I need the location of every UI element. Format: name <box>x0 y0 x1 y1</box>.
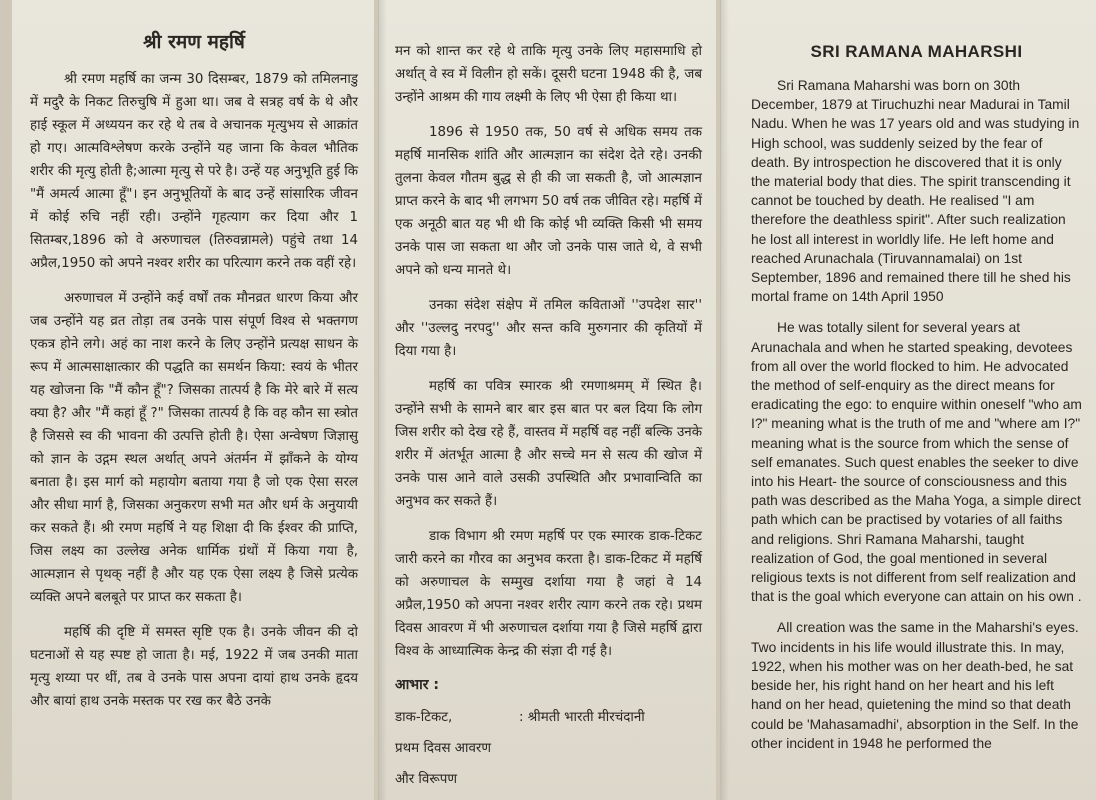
hindi-panel-left <box>12 0 374 800</box>
english-title: SRI RAMANA MAHARSHI <box>810 42 1023 61</box>
acknowledgement-label: प्रथम दिवस आवरण <box>395 741 492 756</box>
hindi-mid-paragraph-3: उनका संदेश संक्षेप में तमिल कविताओं ''उपदेश सार'' और ''उल्लदु नरपदु'' और सन्त कवि मुरुगनार की कृतियों में दिया गया है। <box>395 298 702 359</box>
fold-shadow <box>379 0 387 800</box>
hindi-mid-paragraph-1: मन को शान्त कर रहे थे ताकि मृत्यु उनके लिए महासमाधि हो अर्थात् वे स्व में विलीन हो सकें। दूसरी घटना 1948 की है, जब उन्होंने आश्रम की गाय लक्ष्मी के लिए भी ऐसा ही किया था। <box>395 44 702 105</box>
acknowledgement-label: और विरूपण <box>395 772 458 787</box>
acknowledgement-value: : श्रीमती भारती मीरचंदानी <box>519 710 645 725</box>
english-paragraph-3: All creation was the same in the Maharshi's eyes. Two incidents in his life would illustrate this. In may, 1922, when his mother was on her death-bed, he sat beside her, his right hand on her heart and his left hand on her head, quietening the mind so that death could be 'Mahasamadhi', absorption in the Self. In the other incident in 1948 he performed the <box>751 620 1079 751</box>
english-paragraph-1: Sri Ramana Maharshi was born on 30th December, 1879 at Tiruchuzhi near Madurai in Tamil Nadu. When he was 17 years old and was studying in High school, was suddenly seized by the fear of death. By introspection he discovered that it is only the material body that dies. The spirit transcending it cannot be touched by death. He realised "I am therefore the deathless spirit". After such realization he lost all interest in worldly life. He left home and reached Arunachala (Tiruvannamalai) on 1st September, 1896 and remained there till he shed his mortal frame on 14th April 1950 <box>751 78 1080 305</box>
english-panel <box>720 0 1096 800</box>
hindi-paragraph-1: श्री रमण महर्षि का जन्म 30 दिसम्बर, 1879 को तमिलनाडु में मदुरै के निकट तिरुचुषि में हुआ था। जब वे सत्रह वर्ष के थे और हाई स्कूल में अध्ययन कर रहे थे तब वे अचानक मृत्युभय से आक्रांत हो गए। आत्मविश्लेषण करके उन्होंने यह जाना कि केवल भौतिक शरीर की मृत्यु होती है;आत्मा मृत्यु से परे है। उन्हें यह अनुभूति हुई कि "मैं अमर्त्य आत्मा हूँ"। इन अनुभूतियों के बाद उन्हें सांसारिक जीवन में कोई रुचि नहीं रही। उन्होंने गृहत्याग कर दिया और 1 सितम्बर,1896 को वे अरुणाचल (तिरुवन्नामले) पहुंचे तथा 14 अप्रैल,1950 को अपने नश्वर शरीर का परित्याग करने तक वहीं रहे। <box>30 72 358 271</box>
hindi-paragraph-3: महर्षि की दृष्टि में समस्त सृष्टि एक है। उनके जीवन की दो घटनाओं से यह स्पष्ट हो जाता है। मई, 1922 में जब उनकी माता मृत्यु शय्या पर थीं, तब वे उनके पास अपना दायां हाथ उनके हृदय और बायां हाथ उनके मस्तक पर रख कर बैठे उनके <box>30 625 358 709</box>
hindi-panel-middle <box>378 0 716 800</box>
acknowledgement-row <box>395 764 702 795</box>
fold-shadow <box>721 0 729 800</box>
hindi-title: श्री रमण महर्षि <box>143 31 245 53</box>
acknowledgement-row <box>395 733 702 764</box>
english-paragraph-2: He was totally silent for several years at Arunachala and when he started speaking, devotees from all over the world flocked to him. He advocated the method of self-enquiry as the direct means for eradicating the ego: to enquire within oneself "who am I?" meaning what is the truth of me and "where am I?" meaning what is the source from which the sense of self emanates. Such quest enables the seeker to dive into his Heart- the source of consciousness and this path was described as the Maha Yoga, a simple direct path which can be practised by votaries of all faiths and religions. Shri Ramana Maharshi, taught realization of God, the goal mentioned in several religious texts is not different from self realization and that is the goal which everyone can attain on his own . <box>751 320 1082 605</box>
hindi-mid-paragraph-2: 1896 से 1950 तक, 50 वर्ष से अधिक समय तक महर्षि मानसिक शांति और आत्मज्ञान का संदेश देते रहे। उनकी तुलना केवल गौतम बुद्ध से ही की जा सकती है, जो आत्मज्ञान प्राप्त करने के बाद भी लगभग 50 वर्ष तक जीवित रहे। महर्षि में एक अनूठी बात यह भी थी कि कोई भी व्यक्ति किसी भी समय उनके पास जा सकता था और जो उनके पास जाते थे, वे सभी अपने को धन्य मानते थे। <box>395 125 702 278</box>
hindi-mid-paragraph-5: डाक विभाग श्री रमण महर्षि पर एक स्मारक डाक-टिकट जारी करने का गौरव का अनुभव करता है। डाक-टिकट में महर्षि को अरुणाचल के सम्मुख दर्शाया गया है जहां वे 14 अप्रैल,1950 को अपना नश्वर शरीर त्याग करने तक रहे। प्रथम दिवस आवरण में भी अरुणाचल दर्शाया गया है जिसे महर्षि द्वारा विश्व के आध्यात्मिक केन्द्र की संज्ञा दी गई है। <box>395 529 702 659</box>
acknowledgement-label: डाक-टिकट, <box>395 710 453 725</box>
hindi-mid-paragraph-4: महर्षि का पवित्र स्मारक श्री रमणाश्रमम् में स्थित है। उन्होंने सभी के सामने बार बार इस बात पर बल दिया कि लोग जिस शरीर को देख रहे हैं, वास्तव में महर्षि वह नहीं बल्कि उनके शरीर में अंतर्भूत आत्मा है और सच्चे मन से सत्य की खोज में उनके पास आने वाले उसकी उपस्थिति और प्रभावान्विति का अनुभव कर सकते हैं। <box>395 379 702 509</box>
hindi-paragraph-2: अरुणाचल में उन्होंने कई वर्षों तक मौनव्रत धारण किया और जब उन्होंने यह व्रत तोड़ा तब उनके पास संपूर्ण विश्व से भक्तगण एकत्र होने लगे। अहं का नाश करने के लिए उन्होंने प्रत्यक्ष साधन के रूप में आत्मसाक्षात्कार की पद्धति का समर्थन किया: स्वयं के भीतर यह खोजना कि "मैं कौन हूँ"? जिसका तात्पर्य है कि मेरे बारे में सत्य क्या है? और "मैं कहां हूँ ?" जिसका तात्पर्य है कि वह कौन सा स्त्रोत है जिससे स्व की भावना की उत्पत्ति होती है। ऐसा अन्वेषण जिज्ञासु को ज्ञान के उद्गम स्थल अर्थात् अपने अंतर्मन में झाँकने के योग्य बनाता है। इस मार्ग को महायोग बताया गया है जो एक ऐसा सरल और सीधा मार्ग है, जिसका अनुकरण सभी मत और धर्म के अनुयायी कर सकते हैं। श्री रमण महर्षि ने यह शिक्षा दी कि ईश्वर की प्राप्ति, जिस लक्ष्य का उल्लेख अनेक धार्मिक ग्रंथों में किया गया है, आत्मज्ञान से पृथक् नहीं है और यह एक ऐसा लक्ष्य है जिसे प्रत्येक व्यक्ति अपने बलबूते पर प्राप्त कर सकता है। <box>30 291 358 605</box>
acknowledgement-row <box>395 702 702 733</box>
acknowledgement-heading: आभार : <box>395 677 439 693</box>
